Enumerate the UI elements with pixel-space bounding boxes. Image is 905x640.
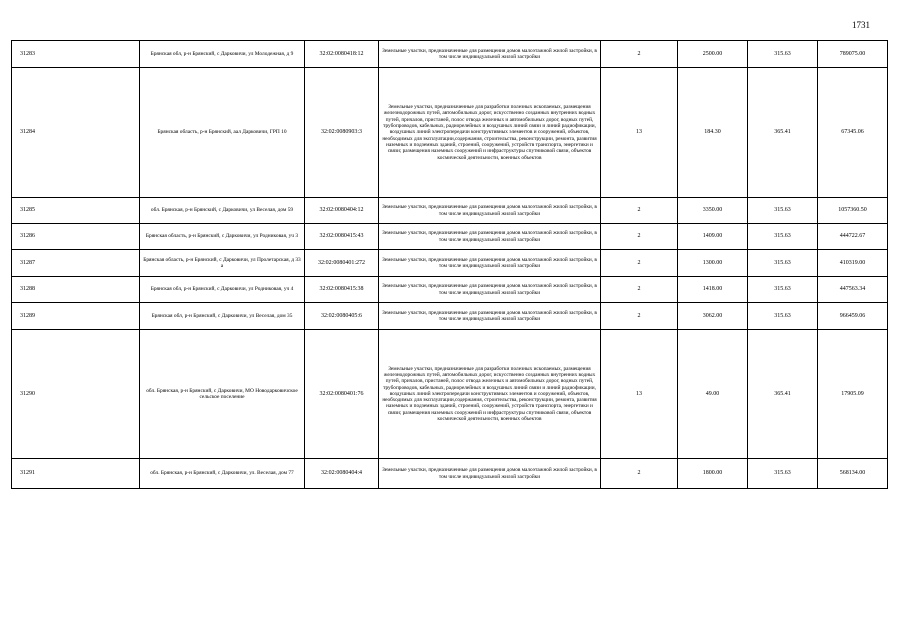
row-area: 3350.00 [678, 198, 748, 224]
row-cadastral-value: 444722.67 [818, 224, 888, 250]
row-id: 31289 [12, 303, 140, 330]
row-category: 2 [601, 41, 678, 68]
row-cadastral-value: 568134.00 [818, 459, 888, 489]
table-row [12, 277, 888, 303]
row-cadastral-value: 67345.06 [818, 68, 888, 198]
row-rate: 315.63 [748, 277, 818, 303]
row-cadastral-number: 32:02:0080404:4 [305, 459, 379, 489]
row-rate: 315.63 [748, 459, 818, 489]
row-rate: 315.63 [748, 303, 818, 330]
row-rate: 365.41 [748, 330, 818, 459]
table-row [12, 303, 888, 330]
row-area: 2500.00 [678, 41, 748, 68]
row-category: 2 [601, 198, 678, 224]
row-cadastral-number: 32:02:0080903:3 [305, 68, 379, 198]
row-usage-type: Земельные участки, предназначенные для размещения домов малоэтажной жилой застройки, в том числе индивидуальной жилой застройки [379, 250, 601, 277]
row-usage-type: Земельные участки, предназначенные для размещения домов малоэтажной жилой застройки, в том числе индивидуальной жилой застройки [379, 198, 601, 224]
row-id: 31283 [12, 41, 140, 68]
row-address: обл. Брянская, р-н Брянский, с Дарковичи, ул Веселая, дом 59 [140, 198, 305, 224]
row-id: 31285 [12, 198, 140, 224]
row-area: 3062.00 [678, 303, 748, 330]
row-address: Брянская область, р-н Брянский, с Дарковичи, ул Родниковая, уч 3 [140, 224, 305, 250]
row-cadastral-number: 32:02:0080401:272 [305, 250, 379, 277]
row-id: 31290 [12, 330, 140, 459]
row-cadastral-number: 32:02:0080401:76 [305, 330, 379, 459]
row-cadastral-number: 32:02:0080404:12 [305, 198, 379, 224]
cadastral-value-table [11, 40, 888, 489]
row-id: 31288 [12, 277, 140, 303]
row-id: 31286 [12, 224, 140, 250]
row-usage-type: Земельные участки, предназначенные для размещения домов малоэтажной жилой застройки, в том числе индивидуальной жилой застройки [379, 41, 601, 68]
row-category: 2 [601, 459, 678, 489]
row-id: 31291 [12, 459, 140, 489]
row-cadastral-number: 32:02:0080415:43 [305, 224, 379, 250]
row-cadastral-value: 1057360.50 [818, 198, 888, 224]
row-usage-type: Земельные участки, предназначенные для размещения домов малоэтажной жилой застройки, в том числе индивидуальной жилой застройки [379, 459, 601, 489]
row-cadastral-value: 447563.34 [818, 277, 888, 303]
row-address: Брянская обл, р-н Брянский, с Дарковичи, ул Веселая, дом 35 [140, 303, 305, 330]
row-rate: 315.63 [748, 198, 818, 224]
row-usage-type: Земельные участки, предназначенные для размещения домов малоэтажной жилой застройки, в том числе индивидуальной жилой застройки [379, 277, 601, 303]
row-rate: 315.63 [748, 224, 818, 250]
table-row [12, 330, 888, 459]
row-cadastral-number: 32:02:0080415:38 [305, 277, 379, 303]
row-cadastral-value: 410319.00 [818, 250, 888, 277]
row-category: 13 [601, 68, 678, 198]
row-cadastral-number: 32:02:0080405:6 [305, 303, 379, 330]
row-usage-type: Земельные участки, предназначенные для разработки полезных ископаемых, размещения железнодорожных путей, автомобильных дорог, искусственно созданных внутренних водных путей, причалов, пристаней, полос отвода железных и автомобильных дорог, водных путей, трубопроводов, кабельных, радиорелейных и воздушных линий связи и линий радиофикации, воздушных линий электропередачи конструктивных элементов и сооружений, объектов, необходимых для эксплуатации,содержания, строительства, реконструкции, ремонта, развития наземных и подземных зданий, строений, сооружений, устройств транспорта, энергетики и связи; размещения наземных сооружений и инфраструктуры спутниковой связи, объектов космической деятельности, военных объектов [379, 68, 601, 198]
table-row [12, 198, 888, 224]
row-category: 2 [601, 303, 678, 330]
page-number: 1731 [852, 20, 870, 30]
row-id: 31284 [12, 68, 140, 198]
row-rate: 365.41 [748, 68, 818, 198]
row-address: обл. Брянская, р-н Брянский, с Дарковичи, МО Новодарковичское сельское поселение [140, 330, 305, 459]
row-usage-type: Земельные участки, предназначенные для размещения домов малоэтажной жилой застройки, в том числе индивидуальной жилой застройки [379, 303, 601, 330]
row-address: Брянская область, р-н Брянский, с Дарковичи, ул Пролетарская, д 33 а [140, 250, 305, 277]
row-usage-type: Земельные участки, предназначенные для разработки полезных ископаемых, размещения железнодорожных путей, автомобильных дорог, искусственно созданных внутренних водных путей, причалов, пристаней, полос отвода железных и автомобильных дорог, водных путей, трубопроводов, кабельных, радиорелейных и воздушных линий связи и линий радиофикации, воздушных линий электропередачи конструктивных элементов и сооружений, объектов, необходимых для эксплуатации,содержания, строительства, реконструкции, ремонта, развития наземных и подземных зданий, строений, сооружений, устройств транспорта, энергетики и связи; размещения наземных сооружений и инфраструктуры спутниковой связи, объектов космической деятельности, военных объектов [379, 330, 601, 459]
row-usage-type: Земельные участки, предназначенные для размещения домов малоэтажной жилой застройки, в том числе индивидуальной жилой застройки [379, 224, 601, 250]
row-address: Брянская обл, р-н Брянский, с Дарковичи, ул Родниковая, уч 4 [140, 277, 305, 303]
table-row [12, 68, 888, 198]
row-id: 31287 [12, 250, 140, 277]
row-category: 2 [601, 277, 678, 303]
row-area: 1800.00 [678, 459, 748, 489]
row-category: 2 [601, 224, 678, 250]
row-area: 1418.00 [678, 277, 748, 303]
table-row [12, 224, 888, 250]
row-rate: 315.63 [748, 250, 818, 277]
table-row [12, 459, 888, 489]
row-category: 2 [601, 250, 678, 277]
row-cadastral-value: 17905.09 [818, 330, 888, 459]
row-area: 1409.00 [678, 224, 748, 250]
row-cadastral-value: 966459.06 [818, 303, 888, 330]
row-cadastral-number: 32:02:0080418:12 [305, 41, 379, 68]
row-address: Брянская область, р-н Брянский, аал Дарковичи, ГРП 10 [140, 68, 305, 198]
row-area: 1300.00 [678, 250, 748, 277]
row-cadastral-value: 789075.00 [818, 41, 888, 68]
row-area: 184.30 [678, 68, 748, 198]
table-row [12, 250, 888, 277]
row-area: 49.00 [678, 330, 748, 459]
row-address: обл. Брянская, р-н Брянский, с Дарковичи, ул. Веселая, дом 77 [140, 459, 305, 489]
row-address: Брянская обл, р-н Брянский, с Дарковичи, ул Молодежная, д 9 [140, 41, 305, 68]
row-rate: 315.63 [748, 41, 818, 68]
row-category: 13 [601, 330, 678, 459]
table-row [12, 41, 888, 68]
